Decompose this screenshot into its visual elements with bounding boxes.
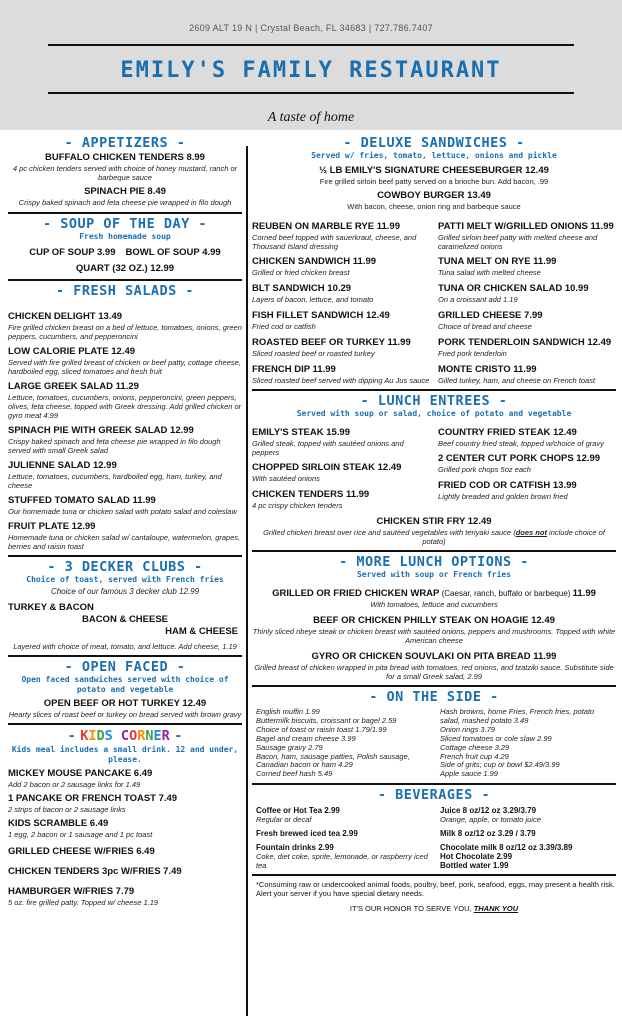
item-description: Coke, diet coke, sprite, lemonade, or raspberry iced tea	[256, 852, 428, 871]
menu-item: BOWL OF SOUP 4.99	[125, 247, 221, 258]
address: 2609 ALT 19 N | Crystal Beach, FL 34683 | 727.786.7407	[189, 23, 433, 33]
club-option-bacon: BACON & CHEESE	[81, 614, 169, 625]
section-rule	[252, 685, 616, 687]
menu-item: FISH FILLET SANDWICH 12.49	[252, 310, 390, 321]
section-rule	[252, 874, 616, 876]
item-description: Fried cod or catfish	[252, 322, 316, 331]
beverages-heading: - BEVERAGES -	[377, 787, 491, 804]
menu-item: CHICKEN SANDWICH 11.99	[252, 256, 377, 267]
item-description: With sautéed onions	[252, 474, 320, 483]
soup-row	[8, 247, 242, 259]
side-item: Bagel and cream cheese 3.99	[256, 733, 356, 743]
menu-item: SPINACH PIE 8.49	[84, 186, 166, 197]
section-rule	[8, 279, 242, 281]
menu-item: CHOPPED SIRLOIN STEAK 12.49	[252, 462, 402, 473]
lunch-subtitle: Served with soup or salad, choice of potato and vegetable	[296, 409, 572, 418]
side-left-list	[252, 708, 432, 779]
appetizers-heading: - APPETIZERS -	[64, 135, 186, 151]
item-description: Choice of bread and cheese	[438, 322, 532, 331]
salads-heading: - FRESH SALADS -	[55, 283, 195, 299]
section-rule	[252, 550, 616, 552]
item-description: Homemade tuna or chicken salad w/ cantaloupe, watermelon, grapes, berries and raisin toast	[8, 533, 241, 551]
right-column	[252, 130, 616, 913]
left-column	[8, 130, 242, 907]
footer-thanks: IT'S OUR HONOR TO SERVE YOU, THANK YOU	[349, 904, 519, 914]
open-faced-heading: - OPEN FACED -	[64, 659, 186, 675]
menu-item: MONTE CRISTO 11.99	[438, 364, 537, 375]
side-right-list	[432, 708, 616, 779]
item-description: Crispy baked spinach and feta cheese pie wrapped in filo dough	[18, 198, 232, 207]
side-item: Hash browns, home Fries, French fries, potato salad, mashed potato 3.49	[440, 707, 595, 725]
item-description: Grilled steak, topped with sautéed onions and peppers	[252, 439, 404, 457]
menu-item: CHICKEN TENDERS 3pc W/FRIES 7.49	[8, 866, 182, 877]
menu-item: GYRO OR CHICKEN SOUVLAKI ON PITA BREAD 11.99	[311, 651, 557, 662]
item-description: Add 2 bacon or 2 sausage links for 1.49	[8, 780, 141, 789]
menu-item: COUNTRY FRIED STEAK 12.49	[438, 427, 577, 438]
item-description: Layered with choice of meat, tomato, and lettuce. Add cheese, 1.19	[13, 642, 237, 651]
title-rule-bottom	[48, 92, 574, 94]
item-description: With tomatoes, lettuce and cucumbers	[370, 600, 498, 609]
side-item: Buttermilk biscuits, croissant or bagel 2.59	[256, 715, 397, 725]
menu-item: PORK TENDERLOIN SANDWICH 12.49	[438, 337, 612, 348]
club-option-ham: HAM & CHEESE	[165, 626, 238, 637]
menu-item: SPINACH PIE WITH GREEK SALAD 12.99	[8, 425, 194, 436]
menu-item: HAMBURGER W/FRIES 7.79	[8, 886, 135, 897]
item-description: Lettuce, tomatoes, cucumbers, hardboiled egg, ham, turkey, and cheese	[8, 472, 222, 490]
beverage-item: Chocolate milk 8 oz/12 oz 3.39/3.89	[440, 843, 573, 853]
side-item: Cottage cheese 3.29	[440, 742, 510, 752]
club-choice: Choice of our famous 3 decker club 12.99	[50, 587, 200, 596]
item-description: Grilled pork chops 5oz each	[438, 465, 531, 474]
sandwiches-heading: - DELUXE SANDWICHES -	[343, 135, 525, 151]
menu-item: REUBEN ON MARBLE RYE 11.99	[252, 221, 400, 232]
item-description: Crispy baked spinach and feta cheese pie wrapped in filo dough served with small Greek salad	[8, 437, 221, 455]
item-description: Lightly breaded and golden brown fried	[438, 492, 568, 501]
menu-item: BEEF OR CHICKEN PHILLY STEAK ON HOAGIE 12.49	[313, 615, 555, 626]
clubs-heading: - 3 DECKER CLUBS -	[47, 559, 203, 575]
beverage-item: Coffee or Hot Tea 2.99	[256, 806, 340, 816]
side-item: Onion rings 3.79	[440, 724, 496, 734]
menu-item: ½ LB EMILY'S SIGNATURE CHEESEBURGER 12.49	[319, 165, 549, 176]
section-rule	[8, 723, 242, 725]
menu-item: FRIED COD OR CATFISH 13.99	[438, 480, 577, 491]
section-rule	[8, 212, 242, 214]
menu-item: FRUIT PLATE 12.99	[8, 521, 96, 532]
item-description: Beef country fried steak, topped w/choice of gravy	[438, 439, 604, 448]
item-description: On a croissant add 1.19	[438, 295, 518, 304]
item-description: Lettuce, tomatoes, cucumbers, onions, pepperoncini, green peppers, olives, feta cheese, topped with Greek dressing. Add grilled chicken or gyro meat 4.99	[8, 393, 242, 420]
item-description: Served with fire grilled breast of chicken or beef patty, cottage cheese, hardboiled egg, sliced tomatoes and fresh fruit	[8, 358, 241, 376]
menu-item: CHICKEN STIR FRY 12.49	[376, 516, 492, 527]
menu-item: CUP OF SOUP 3.99	[29, 247, 116, 258]
menu-item: TUNA MELT ON RYE 11.99	[438, 256, 557, 267]
menu-item: EMILY'S STEAK 15.99	[252, 427, 351, 438]
kids-subtitle: Kids meal includes a small drink. 12 and under, please.	[11, 745, 239, 764]
side-item: French fruit cup 4.29	[440, 751, 509, 761]
soup-heading: - SOUP OF THE DAY -	[43, 216, 207, 232]
item-description: 1 egg, 2 bacon or 1 sausage and 1 pc toast	[8, 830, 153, 839]
kids-corner-heading: - KIDS CORNER -	[67, 728, 183, 744]
more-lunch-heading: - MORE LUNCH OPTIONS -	[339, 554, 529, 570]
open-faced-subtitle: Open faced sandwiches served with choice of potato and vegetable	[21, 675, 229, 694]
clubs-subtitle: Choice of toast, served with French fries	[26, 575, 224, 584]
item-description: Hearty slices of roast beef or turkey on bread served with brown gravy	[8, 710, 242, 719]
restaurant-name: EMILY'S FAMILY RESTAURANT	[120, 58, 502, 83]
item-description: Corned beef topped with sauerkraut, cheese, and Thousand Island dressing	[252, 233, 417, 251]
beverages-grid	[252, 806, 616, 870]
side-item: English muffin 1.99	[256, 707, 320, 716]
menu-item: GRILLED OR FRIED CHICKEN WRAP (Caesar, ranch, buffalo or barbeque) 11.99	[272, 588, 596, 599]
menu-item: CHICKEN TENDERS 11.99	[252, 489, 370, 500]
menu-item: BUFFALO CHICKEN TENDERS 8.99	[45, 152, 205, 163]
health-notice: *Consuming raw or undercooked animal foods, poultry, beef, pork, seafood, eggs, may present a health risk. Alert your server if you have special dietary needs.	[256, 880, 615, 899]
section-rule	[252, 783, 616, 785]
item-description: Fire grilled sirloin beef patty served on a brioche bun. Add bacon, .99	[319, 177, 549, 186]
sandwiches-subtitle: Served w/ fries, tomato, lettuce, onions and pickle	[311, 151, 557, 160]
side-item: Sausage gravy 2.79	[256, 742, 323, 752]
beverage-item: Hot Chocolate 2.99	[440, 852, 513, 862]
side-grid	[252, 708, 616, 779]
side-item: Bacon, ham, sausage patties, Polish sausage, Canadian bacon or ham 4.29	[256, 751, 410, 770]
menu-item: ROASTED BEEF OR TURKEY 11.99	[252, 337, 411, 348]
column-divider	[246, 146, 248, 1016]
beverage-item: Bottled water 1.99	[440, 861, 509, 871]
item-description: Regular or decaf	[256, 815, 312, 825]
side-item: Apple sauce 1.99	[440, 769, 498, 779]
item-description: Orange, apple, or tomato juice	[440, 815, 541, 825]
menu-item: GRILLED CHEESE W/FRIES 6.49	[8, 846, 155, 857]
side-heading: - ON THE SIDE -	[369, 689, 499, 705]
item-description: Thinly sliced ribeye steak or chicken breast with sautéed onions, peppers and mushrooms. Topped with white American cheese	[252, 627, 616, 645]
item-description: Gilled turkey, ham, and cheese on French toast	[438, 376, 596, 385]
menu-item: 2 CENTER CUT PORK CHOPS 12.99	[438, 453, 601, 464]
lunch-heading: - LUNCH ENTREES -	[360, 393, 508, 409]
section-rule	[252, 389, 616, 391]
item-description: Sliced roasted beef served with dipping Au Jus sauce	[252, 376, 430, 385]
side-item: Choice of toast or raisin toast 1.79/1.99	[256, 724, 387, 734]
section-rule	[8, 555, 242, 557]
menu-item: CHICKEN DELIGHT 13.49	[8, 311, 123, 322]
menu-item: COWBOY BURGER 13.49	[377, 190, 491, 201]
menu-item: LARGE GREEK SALAD 11.29	[8, 381, 139, 392]
menu-item: LOW CALORIE PLATE 12.49	[8, 346, 136, 357]
title-rule-top	[48, 44, 574, 46]
beverage-item: Fresh brewed iced tea 2.99	[256, 829, 358, 839]
menu-item: FRENCH DIP 11.99	[252, 364, 336, 375]
item-description: 2 strips of bacon or 2 sausage links	[8, 805, 126, 814]
menu-item: KIDS SCRAMBLE 6.49	[8, 818, 109, 829]
item-description: Grilled breast of chicken wrapped in pita bread with tomatoes, red onions, and tzatziki sauce. Substitute side for a small Greek salad, 2.99	[254, 663, 614, 681]
item-description: Grilled chicken breast over rice and sautéed vegetables with teriyaki sauce (does not include choice of potato)	[263, 528, 605, 546]
item-description: 5 oz. fire grilled patty. Topped w/ cheese 1.19	[8, 898, 159, 907]
side-item: Corned beef hash 5.49	[256, 769, 333, 779]
menu-item: STUFFED TOMATO SALAD 11.99	[8, 495, 156, 506]
item-description: Grilled or fried chicken breast	[252, 268, 350, 277]
menu-item: 1 PANCAKE OR FRENCH TOAST 7.49	[8, 793, 178, 804]
sandwiches-grid	[252, 221, 616, 385]
menu-item: OPEN BEEF OR HOT TURKEY 12.49	[43, 698, 207, 709]
item-description: Sliced roasted beef or roasted turkey	[252, 349, 375, 358]
item-description: Tuna salad with melted cheese	[438, 268, 541, 277]
club-option-turkey: TURKEY & BACON	[8, 602, 94, 613]
section-rule	[8, 655, 242, 657]
item-description: 4 pc chicken tenders served with choice of honey mustard, ranch or barbeque sauce	[12, 164, 238, 182]
menu-item: TUNA OR CHICKEN SALAD 10.99	[438, 283, 589, 294]
menu-item: PATTI MELT W/GRILLED ONIONS 11.99	[438, 221, 614, 232]
side-item: Side of grits; cup or bowl $2.49/3.99	[440, 760, 560, 770]
item-description: 4 pc crispy chicken tenders	[252, 501, 343, 510]
more-lunch-subtitle: Served with soup or French fries	[356, 570, 512, 579]
beverage-item: Fountain drinks 2.99	[256, 843, 334, 853]
menu-item: BLT SANDWICH 10.29	[252, 283, 352, 294]
item-description: Fried pork tenderloin	[438, 349, 507, 358]
item-description: Grilled sirloin beef patty with melted cheese and caramelized onions	[438, 233, 598, 251]
item-description: Layers of bacon, lettuce, and tomato	[252, 295, 374, 304]
item-description: Fire grilled chicken breast on a bed of lettuce, tomatoes, onions, green peppers, cucumbers, and pepperoncini	[8, 323, 242, 341]
menu-item: GRILLED CHEESE 7.99	[438, 310, 543, 321]
beverage-item: Milk 8 oz/12 oz 3.29 / 3.79	[440, 829, 536, 839]
menu-item: MICKEY MOUSE PANCAKE 6.49	[8, 768, 153, 779]
item-description: With bacon, cheese, onion ring and barbeque sauce	[347, 202, 521, 211]
side-item: Sliced tomatoes or cole slaw 2.99	[440, 733, 552, 743]
menu-item: QUART (32 OZ.) 12.99	[75, 263, 175, 274]
beverage-item: Juice 8 oz/12 oz 3.29/3.79	[440, 806, 537, 816]
tagline: A taste of home	[267, 110, 355, 125]
lunch-grid	[252, 427, 616, 510]
item-description: Our homemade tuna or chicken salad with potato salad and coleslaw	[8, 507, 237, 516]
soup-subtitle: Fresh homemade soup	[79, 232, 171, 241]
menu-item: JULIENNE SALAD 12.99	[8, 460, 117, 471]
